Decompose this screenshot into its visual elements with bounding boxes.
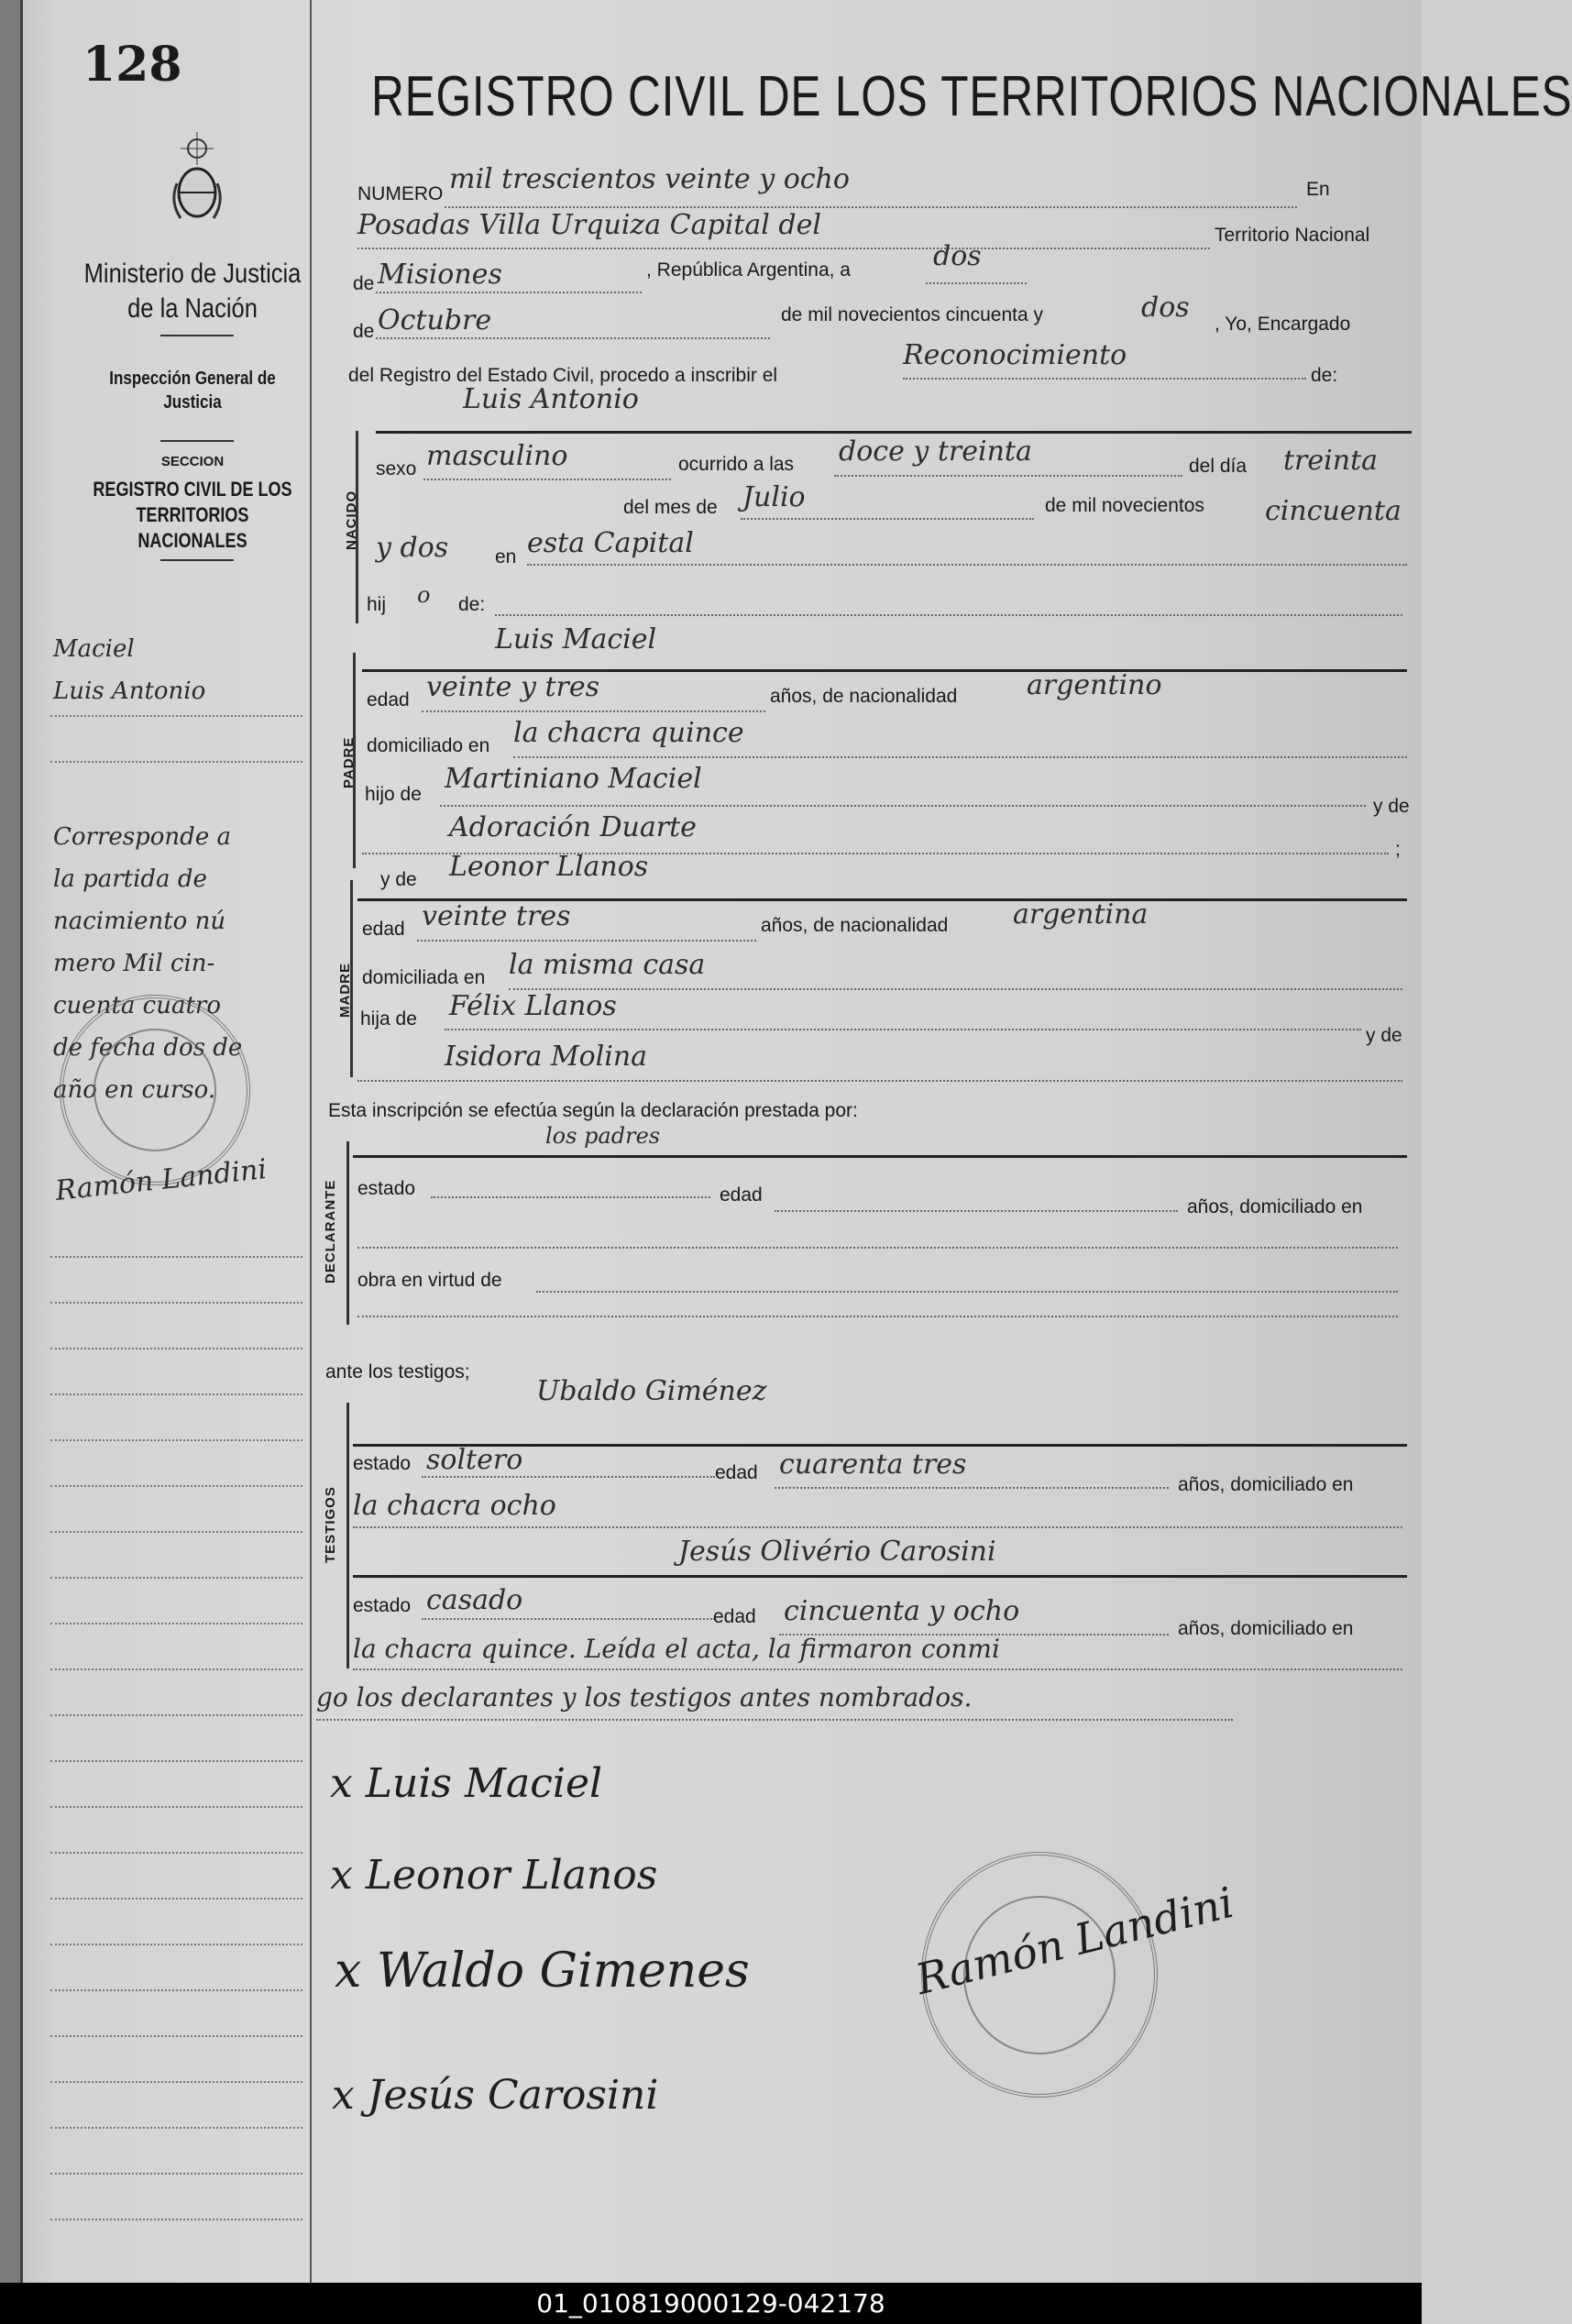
coat-of-arms-icon bbox=[170, 128, 225, 229]
ruled-line bbox=[50, 1852, 302, 1854]
margin-note-line: nacimiento nú bbox=[53, 908, 226, 935]
ruled-line bbox=[50, 1669, 302, 1670]
hijo-suffix: o bbox=[417, 582, 431, 608]
w2-anios-label: años, domiciliado en bbox=[1178, 1618, 1354, 1639]
fill-line bbox=[376, 292, 642, 293]
madre-father-value: Félix Llanos bbox=[449, 990, 617, 1022]
fill-line bbox=[357, 1247, 1398, 1249]
padre-name-value: Luis Maciel bbox=[495, 623, 657, 655]
w2-estado-value: casado bbox=[426, 1584, 523, 1616]
ruled-line bbox=[50, 761, 302, 763]
fill-line bbox=[423, 479, 671, 480]
ruled-line bbox=[50, 1531, 302, 1533]
madre-tag: MADRE bbox=[337, 963, 353, 1018]
section-bracket bbox=[346, 1141, 349, 1325]
padre-edad-label: edad bbox=[367, 689, 410, 710]
nacido-tag: NACIDO bbox=[344, 490, 359, 550]
image-id-footer: 01_010819000129-042178 bbox=[0, 2283, 1422, 2324]
ruled-line bbox=[50, 1302, 302, 1304]
fill-line bbox=[422, 1476, 715, 1478]
fill-line bbox=[741, 518, 1034, 520]
sexo-label: sexo bbox=[376, 458, 417, 479]
padre-edad-value: veinte y tres bbox=[426, 671, 599, 703]
madre-domicilio-value: la misma casa bbox=[509, 949, 706, 981]
madre-edad-label: edad bbox=[362, 919, 405, 940]
ruled-line bbox=[50, 1760, 302, 1762]
hijo-de-label: de: bbox=[458, 594, 486, 615]
divider bbox=[160, 335, 234, 336]
de2-label: de bbox=[353, 321, 375, 342]
w1-estado-value: soltero bbox=[426, 1444, 523, 1476]
section-divider bbox=[353, 1575, 1407, 1578]
mil-label: de mil novecientos cincuenta y bbox=[781, 304, 1043, 325]
w2-edad-label: edad bbox=[713, 1606, 756, 1627]
hijo-label: hij bbox=[367, 594, 387, 615]
seccion-name: REGISTRO CIVIL DE LOS TERRITORIOS NACIONALES bbox=[93, 478, 292, 552]
fill-line bbox=[445, 1029, 1361, 1030]
padre-anios-label: años, de nacionalidad bbox=[770, 686, 958, 707]
padre-mother-value: Adoración Duarte bbox=[449, 811, 697, 843]
fill-line bbox=[536, 1291, 1398, 1293]
testigos-label: ante los testigos; bbox=[325, 1361, 470, 1382]
child-name-value: Luis Antonio bbox=[463, 383, 639, 415]
official-signature: Ramón Landini bbox=[910, 1877, 1239, 2005]
fill-line bbox=[422, 1618, 715, 1620]
ruled-line bbox=[50, 1485, 302, 1487]
ocurrido-label: ocurrido a las bbox=[678, 454, 795, 475]
margin-note-line: mero Mil cin- bbox=[53, 950, 215, 977]
w2-domicilio-value: la chacra quince. Leída el acta, la firmaron conmi bbox=[353, 1634, 1000, 1664]
fill-line bbox=[316, 1719, 1233, 1721]
anio-value-cont: y dos bbox=[376, 532, 449, 564]
margin-signature: Ramón Landini bbox=[53, 1153, 269, 1207]
margin-note-line: año en curso. bbox=[53, 1076, 216, 1104]
fill-line bbox=[834, 475, 1182, 477]
w2-estado-label: estado bbox=[353, 1595, 412, 1616]
signature-witness2: x Jesús Carosini bbox=[332, 2072, 659, 2119]
madre-mother-value: Isidora Molina bbox=[445, 1041, 648, 1073]
divider bbox=[160, 440, 234, 442]
madre-y-de-label: y de bbox=[380, 869, 417, 890]
year-value: dos bbox=[1141, 292, 1190, 324]
declarante-tag: DECLARANTE bbox=[323, 1179, 338, 1283]
fill-line bbox=[422, 710, 765, 712]
ruled-line bbox=[50, 715, 302, 717]
ruled-line bbox=[50, 1623, 302, 1625]
de3-label: de: bbox=[1311, 365, 1338, 386]
fill-line bbox=[353, 1526, 1402, 1528]
padre-nacionalidad-value: argentino bbox=[1027, 669, 1162, 701]
binding-edge bbox=[0, 0, 23, 2283]
margin-surname: Maciel bbox=[53, 635, 135, 663]
section-bracket bbox=[346, 1403, 349, 1669]
madre-hija-label: hija de bbox=[360, 1008, 417, 1030]
margin-name bbox=[53, 628, 301, 712]
witness1-name: Ubaldo Giménez bbox=[536, 1375, 767, 1407]
sheet-number: 128 bbox=[82, 37, 182, 93]
signature-witness1: x Waldo Gimenes bbox=[335, 1944, 750, 1999]
margin-note-line: la partida de bbox=[53, 865, 207, 893]
fill-line bbox=[509, 988, 1402, 990]
madre-domicilio-label: domiciliada en bbox=[362, 967, 486, 988]
w1-estado-label: estado bbox=[353, 1453, 412, 1474]
signature-mother: x Leonor Llanos bbox=[330, 1852, 658, 1899]
witness2-name: Jesús Olivério Carosini bbox=[678, 1536, 996, 1568]
inspeccion-general: Inspección General de Justicia bbox=[109, 369, 276, 413]
ruled-line bbox=[50, 1577, 302, 1579]
declarante-edad-label: edad bbox=[720, 1184, 763, 1206]
declarante-obra-label: obra en virtud de bbox=[357, 1270, 502, 1291]
registro-label: del Registro del Estado Civil, procedo a inscribir el bbox=[348, 365, 778, 386]
anio-value: cincuenta bbox=[1265, 495, 1402, 527]
dia-value: treinta bbox=[1283, 445, 1379, 477]
padre-domicilio-label: domiciliado en bbox=[367, 735, 490, 756]
w1-edad-value: cuarenta tres bbox=[779, 1448, 967, 1481]
ruled-line bbox=[50, 1989, 302, 1991]
margin-note-line: de fecha dos de bbox=[53, 1034, 243, 1062]
padre-tag: PADRE bbox=[341, 736, 357, 788]
madre-y-de2-label: y de bbox=[1366, 1025, 1402, 1046]
sexo-value: masculino bbox=[426, 440, 568, 472]
mil-nov-label: de mil novecientos bbox=[1045, 495, 1204, 516]
section-divider bbox=[376, 431, 1412, 434]
fill-line bbox=[513, 756, 1407, 758]
ruled-line bbox=[50, 2173, 302, 2175]
fill-line bbox=[353, 1669, 1402, 1670]
en-label: en bbox=[495, 546, 517, 567]
ruled-line bbox=[50, 1806, 302, 1808]
w2-edad-value: cincuenta y ocho bbox=[784, 1595, 1020, 1627]
numero-value: mil trescientos veinte y ocho bbox=[449, 163, 850, 195]
fill-line bbox=[357, 248, 1210, 249]
testigos-tag: TESTIGOS bbox=[323, 1486, 338, 1563]
ruled-line bbox=[50, 1898, 302, 1900]
padre-domicilio-value: la chacra quince bbox=[513, 717, 744, 749]
day-value: dos bbox=[933, 240, 982, 272]
ruled-line bbox=[50, 2127, 302, 2129]
fill-line bbox=[417, 940, 756, 942]
fill-line bbox=[445, 206, 1297, 208]
fill-line bbox=[903, 378, 1306, 380]
en-label: En bbox=[1306, 179, 1330, 200]
ruled-line bbox=[50, 2081, 302, 2083]
mes-value: Julio bbox=[742, 481, 806, 513]
ruled-line bbox=[50, 2219, 302, 2220]
territorio-label: Territorio Nacional bbox=[1215, 225, 1370, 246]
lugar-value: esta Capital bbox=[527, 527, 694, 559]
padre-y-de-label: y de bbox=[1373, 796, 1410, 817]
fill-line bbox=[775, 1210, 1178, 1212]
madre-name-value: Leonor Llanos bbox=[449, 851, 649, 883]
margin-rule bbox=[310, 0, 312, 2283]
ministry-name: Ministerio de Justicia de la Nación bbox=[83, 259, 302, 324]
numero-label: NUMERO bbox=[357, 183, 444, 204]
padre-father-value: Martiniano Maciel bbox=[445, 763, 702, 795]
ruled-line bbox=[50, 1714, 302, 1716]
fill-line bbox=[926, 282, 1027, 284]
declarante-estado-label: estado bbox=[357, 1178, 416, 1199]
republica-label: , República Argentina, a bbox=[646, 259, 851, 281]
document-title: REGISTRO CIVIL DE LOS TERRITORIOS NACIONALES bbox=[371, 65, 1572, 128]
padre-hijo-label: hijo de bbox=[365, 784, 422, 805]
margin-note-line: Corresponde a bbox=[53, 823, 231, 851]
w1-anios-label: años, domiciliado en bbox=[1178, 1474, 1354, 1495]
w1-edad-label: edad bbox=[715, 1462, 758, 1483]
fill-line bbox=[357, 1316, 1398, 1317]
closing-value: go los declarantes y los testigos antes nombrados. bbox=[316, 1682, 973, 1713]
ruled-line bbox=[50, 1439, 302, 1441]
de-label: de bbox=[353, 273, 375, 294]
margin-given-names: Luis Antonio bbox=[53, 677, 206, 705]
declaracion-label: Esta inscripción se efectúa según la declaración prestada por: bbox=[328, 1100, 858, 1121]
declaracion-value: los padres bbox=[545, 1123, 661, 1149]
mes-label: del mes de bbox=[623, 497, 718, 518]
dia-label: del día bbox=[1189, 456, 1248, 477]
ruled-line bbox=[50, 1256, 302, 1258]
seccion-label: SECCION bbox=[160, 454, 225, 469]
ruled-line bbox=[50, 1944, 302, 1945]
margin-note-line: cuenta cuatro bbox=[53, 992, 221, 1019]
hora-value: doce y treinta bbox=[839, 435, 1032, 468]
fill-line bbox=[431, 1196, 710, 1198]
fill-line bbox=[376, 337, 770, 339]
territory-value: Misiones bbox=[378, 259, 502, 291]
declarante-anios-label: años, domiciliado en bbox=[1187, 1196, 1363, 1217]
fill-line bbox=[495, 614, 1402, 616]
fill-line bbox=[357, 1080, 1402, 1082]
section-divider bbox=[353, 1155, 1407, 1158]
month-value: Octubre bbox=[378, 304, 492, 336]
fill-line bbox=[775, 1487, 1169, 1489]
madre-edad-value: veinte tres bbox=[422, 900, 571, 932]
fill-line bbox=[440, 805, 1366, 807]
padre-semicolon: ; bbox=[1395, 839, 1401, 860]
madre-nacionalidad-value: argentina bbox=[1013, 898, 1149, 931]
ruled-line bbox=[50, 2035, 302, 2037]
margin-seal-stamp bbox=[60, 995, 250, 1185]
ruled-line bbox=[50, 1348, 302, 1349]
fill-line bbox=[527, 564, 1407, 566]
yo-label: , Yo, Encargado bbox=[1215, 314, 1351, 335]
act-type-value: Reconocimiento bbox=[903, 339, 1127, 371]
place-value: Posadas Villa Urquiza Capital del bbox=[357, 209, 821, 241]
w1-domicilio-value: la chacra ocho bbox=[353, 1490, 556, 1522]
signature-father: x Luis Maciel bbox=[330, 1760, 603, 1807]
ruled-line bbox=[50, 1393, 302, 1395]
madre-anios-label: años, de nacionalidad bbox=[761, 915, 949, 936]
divider bbox=[160, 559, 234, 561]
